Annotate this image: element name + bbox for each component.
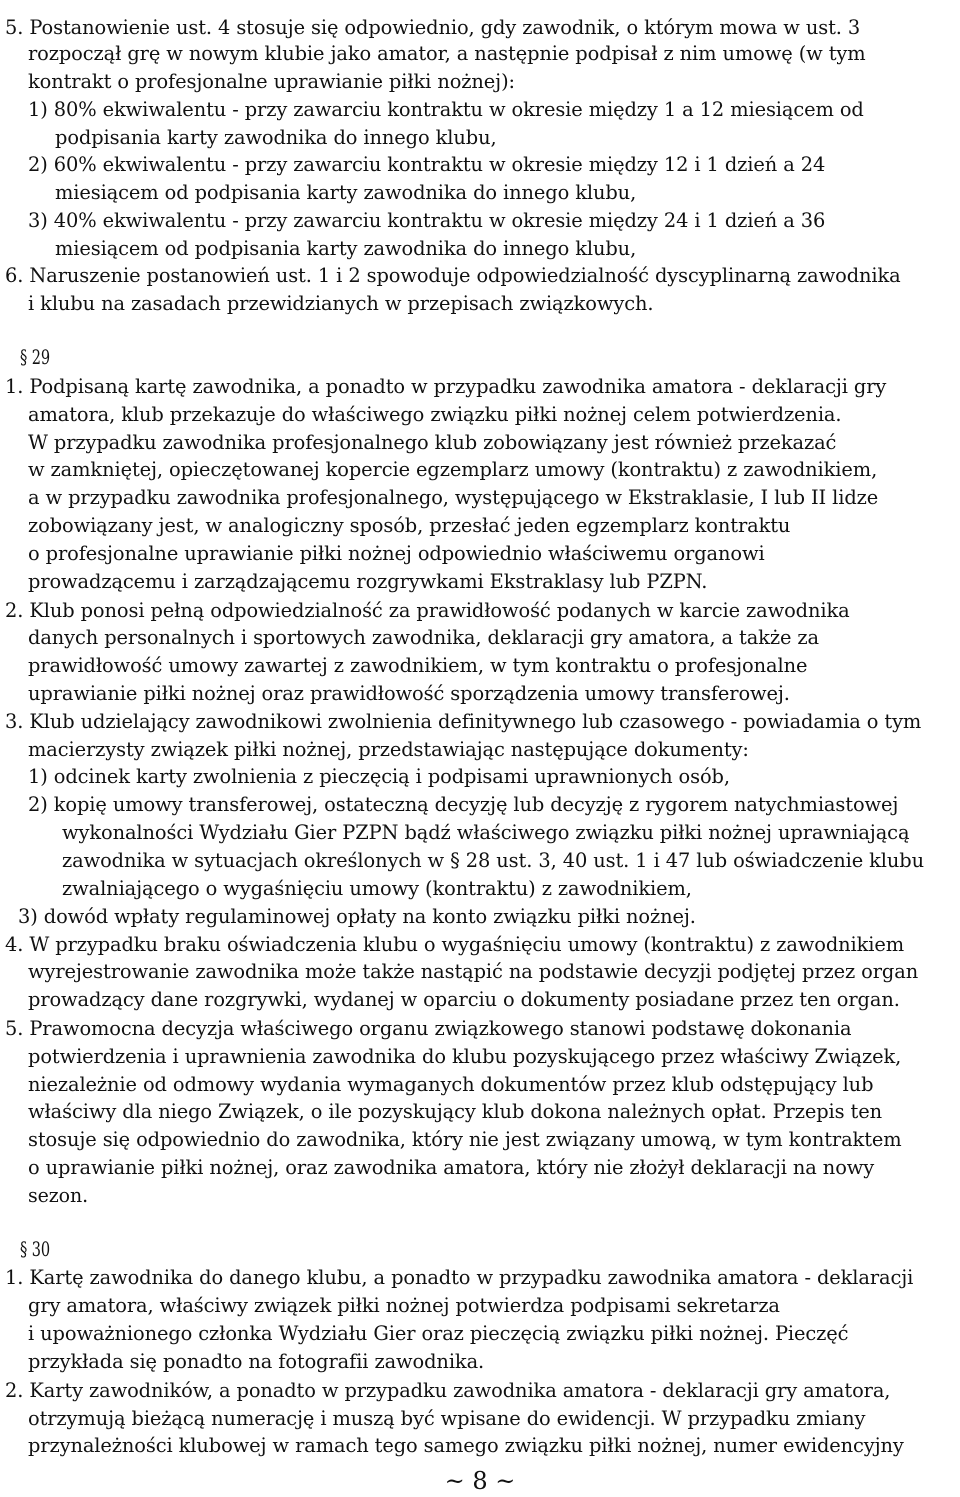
- text-line: [55, 124, 497, 151]
- text-line-content: o profesjonalne uprawianie piłki nożnej odpowiednio właściwemu organowi: [28, 542, 765, 565]
- text-line: [28, 791, 898, 818]
- text-line: [28, 986, 900, 1013]
- text-line-content: 2. Karty zawodników, a ponadto w przypadku zawodnika amatora - deklaracji gry amatora,: [5, 1379, 891, 1402]
- text-line-content: zwalniającego o wygaśnięciu umowy (kontraktu) z zawodnikiem,: [62, 877, 692, 900]
- text-line-content: amatora, klub przekazuje do właściwego związku piłki nożnej celem potwierdzenia.: [28, 403, 842, 426]
- text-line-content: potwierdzenia i uprawnienia zawodnika do klubu pozyskującego przez właściwy Związek,: [28, 1045, 902, 1068]
- text-line-content: zobowiązany jest, w analogiczny sposób, przesłać jeden egzemplarz kontraktu: [28, 514, 791, 537]
- text-line: [5, 708, 921, 735]
- text-line-content: rozpoczął grę w nowym klubie jako amator, a następnie podpisał z nim umowę (w tym: [28, 42, 866, 65]
- text-line-content: danych personalnych i sportowych zawodnika, deklaracji gry amatora, a także za: [28, 626, 819, 649]
- text-line: [28, 290, 653, 317]
- text-line: [28, 1071, 873, 1098]
- text-line-content: 1. Kartę zawodnika do danego klubu, a ponadto w przypadku zawodnika amatora - deklaracji: [5, 1266, 914, 1289]
- text-line-content: w zamkniętej, opieczętowanej kopercie egzemplarz umowy (kontraktu) z zawodnikiem,: [28, 458, 878, 481]
- text-line-content: prawidłowość umowy zawartej z zawodnikiem, w tym kontraktu o profesjonalne: [28, 654, 808, 677]
- text-line: [28, 484, 878, 511]
- text-line-content: wykonalności Wydziału Gier PZPN bądź właściwego związku piłki nożnej uprawniającą: [62, 821, 910, 844]
- text-line: [28, 958, 918, 985]
- text-line-content: W przypadku zawodnika profesjonalnego klub zobowiązany jest również przekazać: [28, 431, 837, 454]
- text-line-content: 1) odcinek karty zwolnienia z pieczęcią i podpisami uprawnionych osób,: [28, 765, 730, 788]
- text-line-content: 5. Prawomocna decyzja właściwego organu związkowego stanowi podstawę dokonania: [5, 1017, 852, 1040]
- text-line-content: przynależności klubowej w ramach tego samego związku piłki nożnej, numer ewidencyjny: [28, 1434, 904, 1457]
- text-line-content: 2. Klub ponosi pełną odpowiedzialność za prawidłowość podanych w karcie zawodnika: [5, 599, 850, 622]
- text-line-content: przykłada się ponadto na fotografii zawodnika.: [28, 1350, 485, 1373]
- text-line-content: 2) kopię umowy transferowej, ostateczną decyzję lub decyzję z rygorem natychmiastowej: [28, 793, 899, 816]
- text-line-content: i klubu na zasadach przewidzianych w przepisach związkowych.: [28, 292, 654, 315]
- text-line-content: miesiącem od podpisania karty zawodnika do innego klubu,: [55, 181, 637, 204]
- text-line: [28, 1292, 780, 1319]
- text-line-content: 3) dowód wpłaty regulaminowej opłaty na konto związku piłki nożnej.: [18, 905, 696, 928]
- text-line-content: uprawianie piłki nożnej oraz prawidłowość sporządzenia umowy transferowej.: [28, 682, 790, 705]
- text-line: [5, 262, 901, 289]
- text-line: [62, 819, 909, 846]
- text-line: [5, 14, 860, 41]
- text-line: [5, 1264, 913, 1291]
- text-line-content: i upoważnionego członka Wydziału Gier oraz pieczęcią związku piłki nożnej. Pieczęć: [28, 1322, 849, 1345]
- text-line-content: prowadzący dane rozgrywki, wydanej w oparciu o dokumenty posiadane przez ten organ.: [28, 988, 900, 1011]
- text-line: [5, 931, 904, 958]
- text-line: [28, 207, 825, 234]
- text-line: [28, 568, 707, 595]
- text-line: [55, 235, 636, 262]
- text-line-content: otrzymują bieżącą numerację i muszą być wpisane do ewidencji. W przypadku zmiany: [28, 1407, 866, 1430]
- text-line-content: gry amatora, właściwy związek piłki nożnej potwierdza podpisami sekretarza: [28, 1294, 780, 1317]
- text-line: [5, 597, 850, 624]
- text-line-content: 2) 60% ekwiwalentu - przy zawarciu kontraktu w okresie między 12 i 1 dzień a 24: [28, 153, 826, 176]
- text-line-content: zawodnika w sytuacjach określonych w § 28 ust. 3, 40 ust. 1 i 47 lub oświadczenie klubu: [62, 849, 924, 872]
- text-line-content: podpisania karty zawodnika do innego klubu,: [55, 126, 497, 149]
- text-line-content: § 29: [20, 346, 51, 369]
- text-line-content: o uprawianie piłki nożnej, oraz zawodnika amatora, który nie złożył deklaracji na nowy: [28, 1156, 875, 1179]
- text-line: [28, 40, 866, 67]
- text-line: [28, 1348, 484, 1375]
- text-line: [20, 1236, 50, 1263]
- text-line: [28, 1098, 882, 1125]
- text-line: [18, 903, 696, 930]
- text-line-content: 6. Naruszenie postanowień ust. 1 i 2 spowoduje odpowiedzialność dyscyplinarną zawodnika: [5, 264, 901, 287]
- text-line: [28, 1432, 904, 1459]
- text-line-content: § 30: [20, 1238, 51, 1261]
- text-line: [62, 847, 924, 874]
- text-line-content: 3. Klub udzielający zawodnikowi zwolnienia definitywnego lub czasowego - powiadamia o tym: [5, 710, 922, 733]
- text-line-content: 1. Podpisaną kartę zawodnika, a ponadto w przypadku zawodnika amatora - deklaracji gry: [5, 375, 887, 398]
- text-line: [28, 1182, 88, 1209]
- text-line: [28, 1405, 865, 1432]
- text-line-content: a w przypadku zawodnika profesjonalnego, występującego w Ekstraklasie, I lub II lidze: [28, 486, 879, 509]
- text-line-content: wyrejestrowanie zawodnika może także nastąpić na podstawie decyzji podjętej przez organ: [28, 960, 919, 983]
- page-number: ~ 8 ~: [444, 1467, 516, 1495]
- text-line: [28, 68, 515, 95]
- text-line: [55, 179, 636, 206]
- text-line-content: miesiącem od podpisania karty zawodnika do innego klubu,: [55, 237, 637, 260]
- text-line-content: 4. W przypadku braku oświadczenia klubu o wygaśnięciu umowy (kontraktu) z zawodnikiem: [5, 933, 905, 956]
- text-line: [28, 736, 749, 763]
- text-line: [28, 652, 807, 679]
- text-line: [20, 344, 50, 371]
- text-line: [28, 1320, 848, 1347]
- text-line: [28, 1154, 874, 1181]
- text-line: [5, 1015, 851, 1042]
- text-line: [28, 512, 790, 539]
- text-line-content: stosuje się odpowiednio do zawodnika, który nie jest związany umową, w tym kontraktem: [28, 1128, 902, 1151]
- text-line: [28, 429, 836, 456]
- text-line-content: prowadzącemu i zarządzającemu rozgrywkami Ekstraklasy lub PZPN.: [28, 570, 708, 593]
- text-line: [28, 1043, 901, 1070]
- text-line: [28, 540, 765, 567]
- text-line: [28, 456, 877, 483]
- text-line: [5, 1377, 890, 1404]
- text-line: [28, 401, 841, 428]
- text-line-content: 5. Postanowienie ust. 4 stosuje się odpowiednio, gdy zawodnik, o którym mowa w ust. 3: [5, 16, 861, 39]
- text-line-content: właściwy dla niego Związek, o ile pozyskujący klub dokona należnych opłat. Przepis ten: [28, 1100, 882, 1123]
- text-line-content: 1) 80% ekwiwalentu - przy zawarciu kontraktu w okresie między 1 a 12 miesiącem od: [28, 98, 864, 121]
- text-line: [28, 151, 825, 178]
- text-line-content: macierzysty związek piłki nożnej, przedstawiając następujące dokumenty:: [28, 738, 749, 761]
- text-line: [28, 96, 864, 123]
- text-line: [28, 680, 790, 707]
- text-line: [5, 373, 886, 400]
- text-line: [28, 1126, 902, 1153]
- text-line-content: kontrakt o profesjonalne uprawianie piłki nożnej):: [28, 70, 515, 93]
- text-line: [28, 763, 730, 790]
- text-line: [28, 624, 819, 651]
- text-line-content: sezon.: [28, 1184, 89, 1207]
- text-line: [62, 875, 692, 902]
- text-line-content: niezależnie od odmowy wydania wymaganych dokumentów przez klub odstępujący lub: [28, 1073, 874, 1096]
- text-line-content: 3) 40% ekwiwalentu - przy zawarciu kontraktu w okresie między 24 i 1 dzień a 36: [28, 209, 826, 232]
